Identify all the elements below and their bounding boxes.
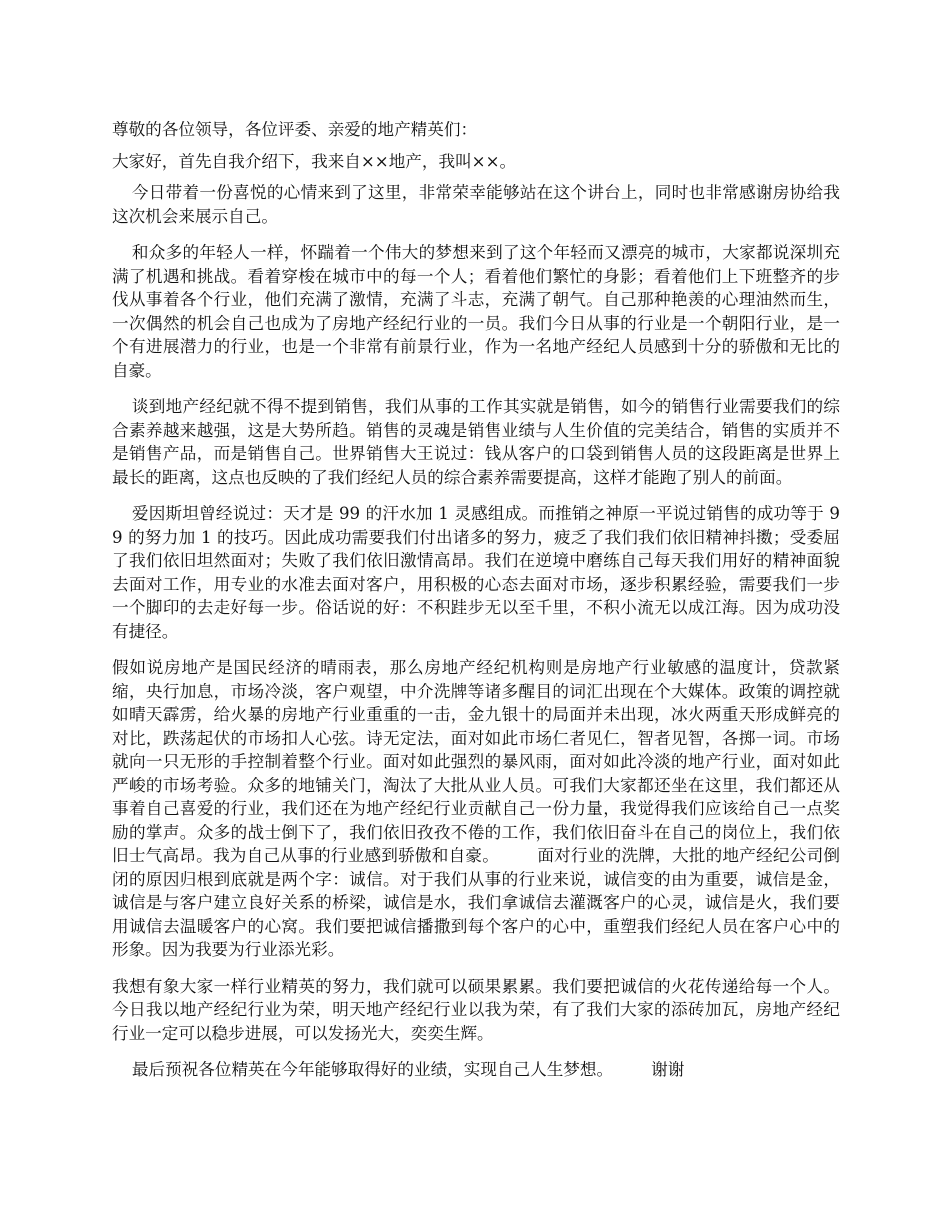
closing-thanks: 谢谢 [651, 1060, 685, 1079]
closing-wishes: 最后预祝各位精英在今年能够取得好的业绩，实现自己人生梦想。 [131, 1060, 614, 1079]
self-introduction: 大家好，首先自我介绍下，我来自××地产，我叫××。 [112, 151, 517, 171]
paragraph-market [112, 656, 840, 962]
paragraph-integrity-text: 面对行业的洗牌，大批的地产经纪公司倒闭的原因归根到底就是两个字：诚信。对于我们从事的行业来说，诚信变的由为重要，诚信是金，诚信是与客户建立良好关系的桥梁，诚信是水，我们拿诚信去灌溉客户的心灵，诚信是火，我们要用诚信去温暖客户的心窝。我们要把诚信播撒到每个客户的心中，重塑我们经纪人员在客户心中的形象。因为我要为行业添光彩。 [112, 846, 841, 959]
paragraph-dream: 和众多的年轻人一样，怀踹着一个伟大的梦想来到了这个年轻而又漂亮的城市，大家都说深圳充满了机遇和挑战。看着穿梭在城市中的每一个人；看着他们繁忙的身影；看着他们上下班整齐的步伐从事着各个行业，他们充满了激情，充满了斗志，充满了朝气。自己那种艳羡的心理油然而生，一次偶然的机会自己也成为了房地产经纪行业的一员。我们今日从事的行业是一个朝阳行业，是一个有进展潜力的行业，也是一个非常有前景行业，作为一名地产经纪人员感到十分的骄傲和无比的自豪。 [112, 243, 840, 380]
salutation: 尊敬的各位领导，各位评委、亲爱的地产精英们： [112, 120, 478, 139]
document-body [112, 118, 840, 1095]
paragraph-effort: 爱因斯坦曾经说过：天才是 99 的汗水加 1 灵感组成。而推销之神原一平说过销售的成功等于 99 的努力加 1 的技巧。因此成功需要我们付出诸多的努力，疲乏了我们我们依旧精神抖擞；受委屈了我们依旧坦然面对；失败了我们依旧激情高昂。我们在逆境中磨练自己每天我们用好的精神面貌去面对工作，用专业的水准去面对客户，用积极的心态去面对市场，逐步积累经验，需要我们一步一个脚印的去走好每一步。俗话说的好：不积跬步无以至千里，不积小流无以成江海。因为成功没有捷径。 [112, 504, 840, 641]
paragraph-elite: 我想有象大家一样行业精英的努力，我们就可以硕果累累。我们要把诚信的火花传递给每一个人。今日我以地产经纪行业为荣，明天地产经纪行业以我为荣，有了我们大家的添砖加瓦，房地产经纪行业一定可以稳步进展，可以发扬光大，奕奕生辉。 [112, 976, 840, 1043]
paragraph-market-text: 假如说房地产是国民经济的晴雨表，那么房地产经纪机构则是房地产行业敏感的温度计，贷款紧缩，央行加息，市场冷淡，客户观望，中介洗牌等诸多醒目的词汇出现在个大媒体。政策的调控就如晴天霹雳，给火暴的房地产行业重重的一击，金九银十的局面并未出现，冰火两重天形成鲜亮的对比，跌荡起伏的市场扣人心弦。诗无定法，面对如此市场仁者见仁，智者见智，各掷一词。市场就向一只无形的手控制着整个行业。面对如此强烈的暴风雨，面对如此冷淡的地产行业，面对如此严峻的市场考验。众多的地铺关门，淘汰了大批从业人员。可我们大家都还坐在这里，我们都还从事着自己喜爱的行业，我们还在为地产经纪行业贡献自己一份力量，我觉得我们应该给自己一点奖励的掌声。众多的战士倒下了，我们依旧孜孜不倦的工作，我们依旧奋斗在自己的岗位上，我们依旧士气高昂。我为自己从事的行业感到骄傲和自豪。 [112, 658, 840, 865]
paragraph-sales: 谈到地产经纪就不得不提到销售，我们从事的工作其实就是销售，如今的销售行业需要我们的综合素养越来越强，这是大势所趋。销售的灵魂是销售业绩与人生价值的完美结合，销售的实质并不是销售产品，而是销售自己。世界销售大王说过：钱从客户的口袋到销售人员的这段距离是世界上最长的距离，这点也反映的了我们经纪人员的综合素养需要提高，这样才能跑了别人的前面。 [112, 397, 840, 487]
paragraph-opening: 今日带着一份喜悦的心情来到了这里，非常荣幸能够站在这个讲台上，同时也非常感谢房协给我这次机会来展示自己。 [112, 183, 840, 226]
paragraph-closing [112, 1058, 840, 1082]
